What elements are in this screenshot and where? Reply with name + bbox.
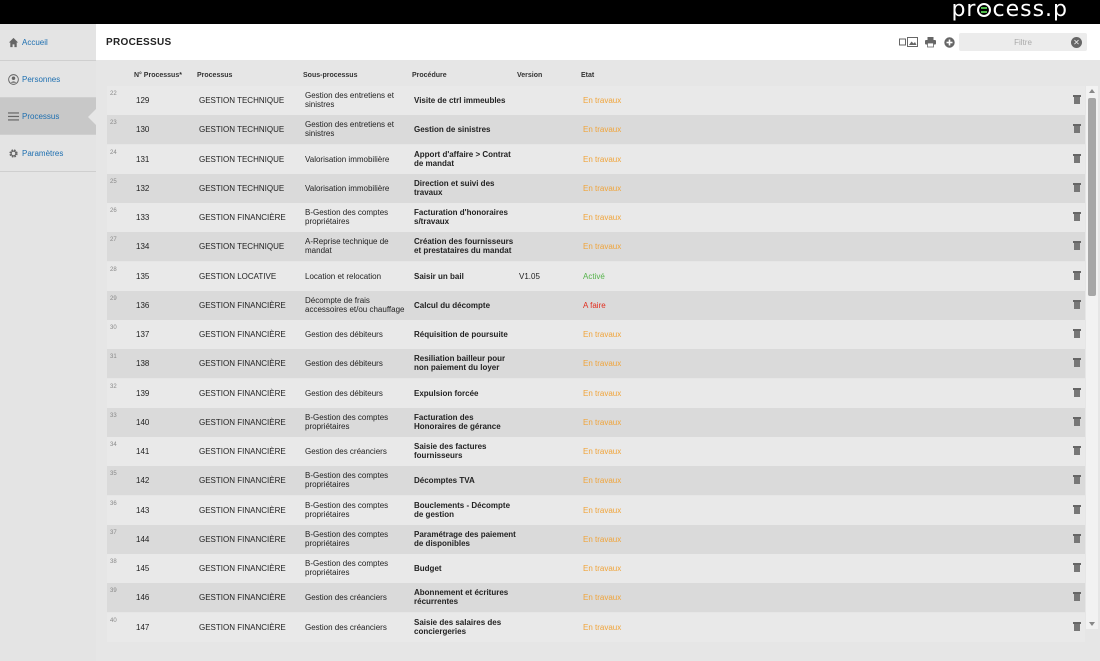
trash-icon[interactable] bbox=[1073, 241, 1081, 250]
page-title: PROCESSUS bbox=[106, 37, 172, 48]
status-cell: A faire bbox=[583, 300, 606, 310]
status-cell: En travaux bbox=[583, 125, 622, 135]
procedure-cell: Abonnement et écritures récurrentes bbox=[414, 588, 509, 607]
sous-processus-cell: B-Gestion des comptes propriétaires bbox=[305, 208, 389, 226]
status-cell: En travaux bbox=[583, 183, 622, 193]
scroll-up-icon[interactable] bbox=[1089, 89, 1095, 93]
processus-cell: GESTION LOCATIVE bbox=[199, 271, 277, 281]
trash-icon[interactable] bbox=[1073, 358, 1081, 367]
status-cell: En travaux bbox=[583, 622, 622, 632]
sidebar-item-label: Processus bbox=[22, 111, 60, 121]
procedure-cell: Direction et suivi des travaux bbox=[414, 178, 495, 197]
row-index: 26 bbox=[110, 208, 117, 214]
trash-icon[interactable] bbox=[1073, 271, 1081, 280]
row-index: 40 bbox=[110, 617, 117, 624]
sous-processus-cell: Location et relocation bbox=[305, 271, 382, 281]
procedure-cell: Visite de ctrl immeubles bbox=[414, 96, 506, 105]
column-header-etat[interactable]: Etat bbox=[581, 72, 595, 79]
table-row[interactable] bbox=[107, 262, 1085, 291]
sous-processus-cell: B-Gestion des comptes propriétaires bbox=[305, 412, 389, 431]
procedure-cell: Calcul du décompte bbox=[414, 300, 491, 310]
procedure-cell: Facturation des Honoraires de gérance bbox=[414, 412, 501, 431]
sidebar bbox=[0, 24, 96, 661]
sous-processus-cell: B-Gestion des comptes propriétaires bbox=[305, 529, 389, 548]
trash-icon[interactable] bbox=[1073, 534, 1081, 543]
row-index: 35 bbox=[110, 471, 117, 478]
table-row[interactable] bbox=[107, 613, 1085, 642]
status-cell: En travaux bbox=[583, 96, 622, 105]
sous-processus-cell: B-Gestion des comptes propriétaires bbox=[305, 471, 389, 490]
row-index: 25 bbox=[110, 178, 117, 185]
process-number: 142 bbox=[136, 476, 150, 486]
add-icon[interactable] bbox=[944, 37, 955, 47]
status-cell: En travaux bbox=[583, 476, 622, 486]
procedure-cell: Budget bbox=[414, 564, 442, 573]
column-header-procedure[interactable]: Procédure bbox=[412, 72, 447, 79]
sidebar-item-label: Accueil bbox=[22, 37, 48, 47]
row-index: 30 bbox=[110, 325, 117, 331]
row-index: 28 bbox=[110, 266, 117, 273]
status-cell: En travaux bbox=[583, 417, 622, 427]
processus-cell: GESTION TECHNIQUE bbox=[199, 96, 285, 105]
trash-icon[interactable] bbox=[1073, 329, 1081, 338]
process-number: 146 bbox=[136, 593, 150, 603]
sous-processus-cell: Gestion des débiteurs bbox=[305, 330, 383, 339]
trash-icon[interactable] bbox=[1073, 446, 1081, 455]
status-cell: En travaux bbox=[583, 242, 622, 252]
trash-icon[interactable] bbox=[1073, 95, 1081, 104]
print-icon[interactable] bbox=[925, 37, 936, 47]
column-header-version[interactable]: Version bbox=[517, 72, 543, 79]
procedure-cell: Facturation d'honoraires s/travaux bbox=[414, 208, 508, 226]
sous-processus-cell: B-Gestion des comptes propriétaires bbox=[305, 500, 389, 519]
procedure-cell: Saisie des factures fournisseurs bbox=[414, 442, 487, 460]
processus-cell: GESTION TECHNIQUE bbox=[199, 125, 285, 135]
row-index: 37 bbox=[110, 529, 117, 536]
processus-cell: GESTION FINANCIÈRE bbox=[199, 622, 286, 632]
process-number: 133 bbox=[136, 213, 150, 222]
list-icon bbox=[7, 110, 19, 122]
table-row[interactable] bbox=[107, 203, 1085, 232]
trash-icon[interactable] bbox=[1073, 300, 1081, 309]
sidebar-item-processus[interactable] bbox=[0, 98, 96, 135]
table-row[interactable] bbox=[107, 408, 1085, 437]
procedure-cell: Saisir un bail bbox=[414, 271, 464, 281]
process-number: 143 bbox=[136, 505, 150, 515]
gear-icon bbox=[7, 147, 19, 159]
sous-processus-cell: A-Reprise technique de mandat bbox=[305, 237, 389, 256]
trash-icon[interactable] bbox=[1073, 417, 1081, 426]
export-icon[interactable] bbox=[899, 37, 918, 47]
table-row[interactable] bbox=[107, 554, 1085, 583]
table-row[interactable] bbox=[107, 145, 1085, 174]
procedure-cell: Expulsion forcée bbox=[414, 388, 479, 398]
status-cell: En travaux bbox=[583, 593, 622, 603]
status-cell: En travaux bbox=[583, 534, 622, 544]
sidebar-item-label: Personnes bbox=[22, 74, 61, 84]
row-index: 39 bbox=[110, 588, 117, 595]
procedure-cell: Réquisition de poursuite bbox=[414, 330, 508, 339]
sous-processus-cell: Gestion des débiteurs bbox=[305, 359, 383, 369]
processus-cell: GESTION FINANCIÈRE bbox=[199, 417, 286, 427]
top-bar bbox=[0, 0, 1100, 24]
sidebar-item-label: Paramètres bbox=[22, 148, 64, 158]
status-cell: En travaux bbox=[583, 564, 622, 573]
sidebar-item-accueil[interactable] bbox=[0, 24, 96, 61]
filter-input[interactable] bbox=[959, 33, 1087, 51]
sous-processus-cell: Valorisation immobilière bbox=[305, 183, 390, 193]
status-cell: En travaux bbox=[583, 330, 622, 339]
processus-cell: GESTION FINANCIÈRE bbox=[199, 300, 286, 310]
process-number: 139 bbox=[136, 388, 150, 398]
table-header bbox=[0, 72, 1100, 84]
status-cell: En travaux bbox=[583, 388, 622, 398]
procedure-cell: Saisie des salaires des conciergeries bbox=[414, 617, 502, 636]
sous-processus-cell: Gestion des créanciers bbox=[305, 593, 387, 603]
trash-icon[interactable] bbox=[1073, 124, 1081, 133]
procedure-cell: Décomptes TVA bbox=[414, 476, 475, 486]
processus-cell: GESTION FINANCIÈRE bbox=[199, 534, 286, 544]
trash-icon[interactable] bbox=[1073, 622, 1081, 631]
trash-icon[interactable] bbox=[1073, 563, 1081, 572]
sous-processus-cell: Décompte de frais accessoires et/ou chauffage bbox=[305, 295, 405, 314]
procedure-cell: Resiliation bailleur pour non paiement du loyer bbox=[414, 354, 506, 373]
process-number: 144 bbox=[136, 534, 150, 544]
processus-cell: GESTION TECHNIQUE bbox=[199, 154, 285, 164]
procedure-cell: Création des fournisseurs et prestataires du mandat bbox=[414, 237, 514, 256]
process-number: 137 bbox=[136, 330, 150, 339]
row-index: 36 bbox=[110, 500, 117, 507]
procedure-cell: Bouclements - Décompte de gestion bbox=[414, 500, 511, 519]
process-number: 131 bbox=[136, 154, 150, 164]
process-number: 136 bbox=[136, 300, 150, 310]
trash-icon[interactable] bbox=[1073, 388, 1081, 397]
sous-processus-cell: B-Gestion des comptes propriétaires bbox=[305, 559, 389, 577]
process-number: 147 bbox=[136, 622, 150, 632]
row-index: 29 bbox=[110, 295, 117, 302]
status-cell: En travaux bbox=[583, 154, 622, 164]
processus-cell: GESTION FINANCIÈRE bbox=[199, 505, 286, 515]
sous-processus-cell: Gestion des entretiens et sinistres bbox=[305, 120, 394, 139]
row-index: 34 bbox=[110, 442, 117, 448]
process-number: 145 bbox=[136, 564, 150, 573]
row-index: 32 bbox=[110, 383, 117, 390]
trash-icon[interactable] bbox=[1073, 505, 1081, 514]
column-header-processus[interactable]: Processus bbox=[197, 72, 233, 79]
process-number: 134 bbox=[136, 242, 150, 252]
table-row[interactable] bbox=[107, 525, 1085, 554]
row-index: 24 bbox=[110, 149, 117, 156]
trash-icon[interactable] bbox=[1073, 475, 1081, 484]
process-table bbox=[107, 86, 1085, 636]
process-logo: pr cess.p bbox=[951, 0, 1068, 22]
status-cell: En travaux bbox=[583, 213, 622, 222]
table-row[interactable] bbox=[107, 437, 1085, 466]
status-cell: En travaux bbox=[583, 447, 622, 456]
process-number: 130 bbox=[136, 125, 150, 135]
sous-processus-cell: Gestion des créanciers bbox=[305, 622, 387, 632]
processus-cell: GESTION FINANCIÈRE bbox=[199, 359, 286, 369]
row-index: 22 bbox=[110, 91, 117, 97]
process-number: 141 bbox=[136, 447, 150, 456]
process-number: 140 bbox=[136, 417, 150, 427]
clear-filter-icon[interactable]: ✕ bbox=[1071, 37, 1082, 48]
processus-cell: GESTION FINANCIÈRE bbox=[199, 564, 286, 573]
process-number: 132 bbox=[136, 183, 150, 193]
column-header-sous-processus[interactable]: Sous-processus bbox=[303, 72, 358, 79]
processus-cell: GESTION FINANCIÈRE bbox=[199, 476, 286, 486]
processus-cell: GESTION FINANCIÈRE bbox=[199, 447, 286, 456]
sous-processus-cell: Gestion des créanciers bbox=[305, 447, 387, 456]
processus-cell: GESTION TECHNIQUE bbox=[199, 242, 285, 252]
table-row[interactable] bbox=[107, 232, 1085, 261]
home-icon bbox=[7, 36, 19, 48]
table-row[interactable] bbox=[107, 291, 1085, 320]
sidebar-item-parametres[interactable] bbox=[0, 135, 96, 172]
table-row[interactable] bbox=[107, 583, 1085, 612]
scroll-down-icon[interactable] bbox=[1089, 622, 1095, 626]
status-cell: En travaux bbox=[583, 359, 622, 369]
scroll-thumb[interactable] bbox=[1088, 98, 1096, 296]
table-row[interactable] bbox=[107, 349, 1085, 378]
trash-icon[interactable] bbox=[1073, 183, 1081, 192]
processus-cell: GESTION FINANCIÈRE bbox=[199, 388, 286, 398]
table-row[interactable] bbox=[107, 379, 1085, 408]
row-index: 23 bbox=[110, 120, 117, 127]
page-header bbox=[96, 24, 1100, 60]
procedure-cell: Paramétrage des paiement de disponibles bbox=[414, 529, 516, 548]
table-row[interactable] bbox=[107, 466, 1085, 495]
status-cell: Activé bbox=[583, 271, 605, 281]
procedure-cell: Apport d'affaire > Contrat de mandat bbox=[414, 149, 511, 168]
process-number: 129 bbox=[136, 96, 150, 105]
vertical-scrollbar[interactable] bbox=[1086, 86, 1098, 629]
table-row[interactable] bbox=[107, 496, 1085, 525]
sous-processus-cell: Valorisation immobilière bbox=[305, 154, 390, 164]
trash-icon[interactable] bbox=[1073, 592, 1081, 601]
processus-cell: GESTION FINANCIÈRE bbox=[199, 593, 286, 603]
process-number: 138 bbox=[136, 359, 150, 369]
version-cell: V1.05 bbox=[519, 271, 540, 281]
row-index: 31 bbox=[110, 354, 117, 361]
row-index: 38 bbox=[110, 559, 117, 565]
table-row[interactable] bbox=[107, 86, 1085, 115]
table-row[interactable] bbox=[107, 115, 1085, 144]
trash-icon[interactable] bbox=[1073, 212, 1081, 221]
processus-cell: GESTION TECHNIQUE bbox=[199, 183, 285, 193]
processus-cell: GESTION FINANCIÈRE bbox=[199, 330, 286, 339]
table-row[interactable] bbox=[107, 174, 1085, 203]
procedure-cell: Gestion de sinistres bbox=[414, 125, 491, 135]
sous-processus-cell: Gestion des entretiens et sinistres bbox=[305, 91, 394, 109]
trash-icon[interactable] bbox=[1073, 154, 1081, 163]
row-index: 33 bbox=[110, 412, 117, 419]
column-header-num[interactable]: N° Processus* bbox=[134, 72, 182, 79]
sous-processus-cell: Gestion des débiteurs bbox=[305, 388, 383, 398]
table-row[interactable] bbox=[107, 320, 1085, 349]
row-index: 27 bbox=[110, 237, 117, 244]
status-cell: En travaux bbox=[583, 505, 622, 515]
processus-cell: GESTION FINANCIÈRE bbox=[199, 213, 286, 222]
process-number: 135 bbox=[136, 271, 150, 281]
